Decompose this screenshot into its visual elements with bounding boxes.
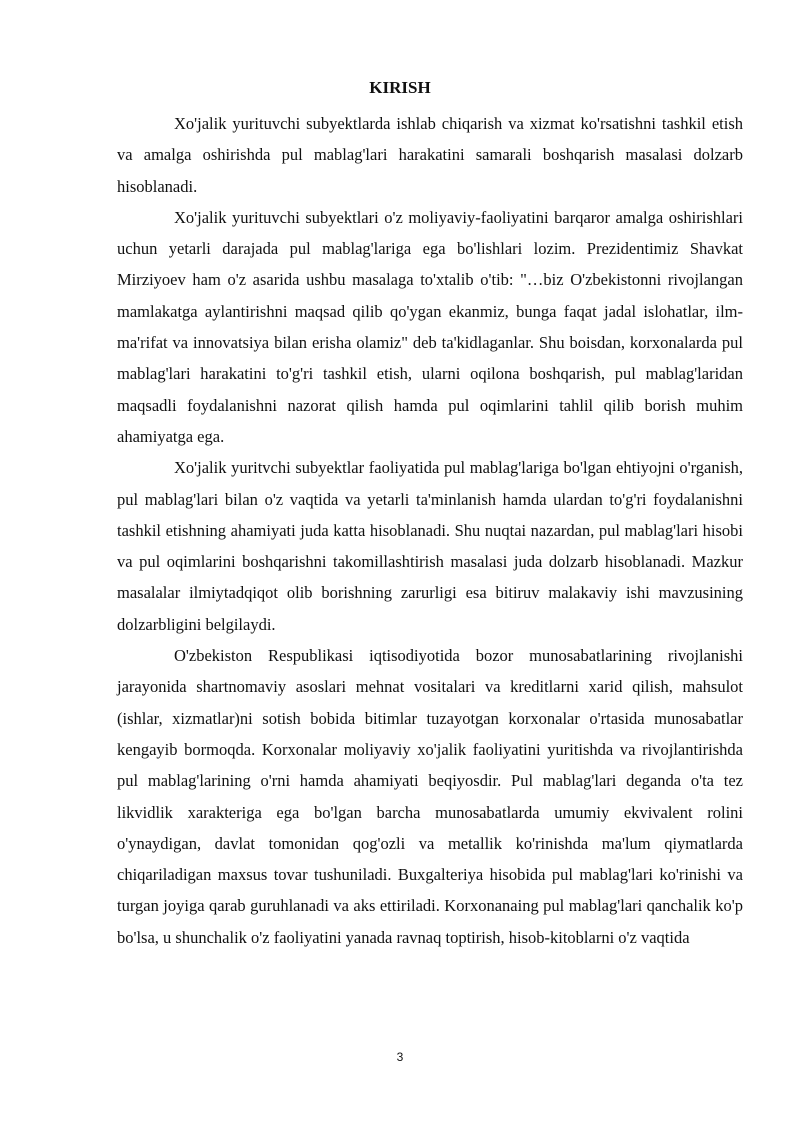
paragraph-4: O'zbekiston Respublikasi iqtisodiyotida bozor munosabatlarining rivojlanishi jarayonida shartnomaviy asoslari mehnat vositalari va kreditlarni xarid qilish, mahsulot (ishlar, xizmatlar)ni sotish bobida bitimlar tuzayotgan korxonalar o'rtasida munosabatlar kengayib bormoqda. Korxonalar moliyaviy xo'jalik faoliyatini yuritishda va rivojlantirishda pul mablag'larining o'rni hamda ahamiyati beqiyosdir. Pul mablag'lari deganda o'ta tez likvidlik xarakteriga ega bo'lgan barcha munosabatlarda umumiy ekvivalent rolini o'ynaydigan, davlat tomonidan qog'ozli va metallik ko'rinishda ma'lum qiymatlarda chiqariladigan maxsus tovar tushuniladi. Buxgalteriya hisobida pul mablag'lari ko'rinishi va turgan joyiga qarab guruhlanadi va aks ettiriladi. Korxonanaing pul mablag'lari qanchalik ko'p bo'lsa, u shunchalik o'z faoliyatini yanada ravnaq toptirish, hisob-kitoblarni o'z vaqtida — [117, 646, 743, 947]
paragraph-1: Xo'jalik yurituvchi subyektlarda ishlab chiqarish va xizmat ko'rsatishni tashkil etish va amalga oshirishda pul mablag'lari harakatini samarali boshqarish masalasi dolzarb hisoblanadi. — [117, 114, 743, 196]
page-title: KIRISH — [369, 78, 431, 97]
body-text — [117, 108, 743, 953]
page-number: 3 — [396, 1050, 404, 1064]
paragraph-3: Xo'jalik yuritvchi subyektlar faoliyatida pul mablag'lariga bo'lgan ehtiyojni o'rganish, pul mablag'lari bilan o'z vaqtida va yetarli ta'minlanish hamda ulardan to'g'ri foydalanishni tashkil etishning ahamiyati juda katta hisoblanadi. Shu nuqtai nazardan, pul mablag'lari hisobi va pul oqimlarini boshqarishni takomillashtirish masalasi juda dolzarb hisoblanadi. Mazkur masalalar ilmiytadqiqot olib borishning zarurligi esa bitiruv malakaviy ishi mavzusining dolzarbligini belgilaydi. — [117, 458, 743, 634]
paragraph-2: Xo'jalik yurituvchi subyektlari o'z moliyaviy-faoliyatini barqaror amalga oshirishlari uchun yetarli darajada pul mablag'lariga ega bo'lishlari lozim. Prezidentimiz Shavkat Mirziyoev ham o'z asarida ushbu masalaga to'xtalib o'tib: "…biz O'zbekistonni rivojlangan mamlakatga aylantirishni maqsad qilib qo'ygan ekanmiz, bunga faqat jadal islohatlar, ilm-ma'rifat va innovatsiya bilan erisha olamiz" deb ta'kidlaganlar. Shu boisdan, korxonalarda pul mablag'lari harakatini to'g'ri tashkil etish, ularni oqilona boshqarish, pul mablag'laridan maqsadli foydalanishni nazorat qilish hamda pul oqimlarini tahlil qilib borish muhim ahamiyatga ega. — [117, 207, 743, 446]
